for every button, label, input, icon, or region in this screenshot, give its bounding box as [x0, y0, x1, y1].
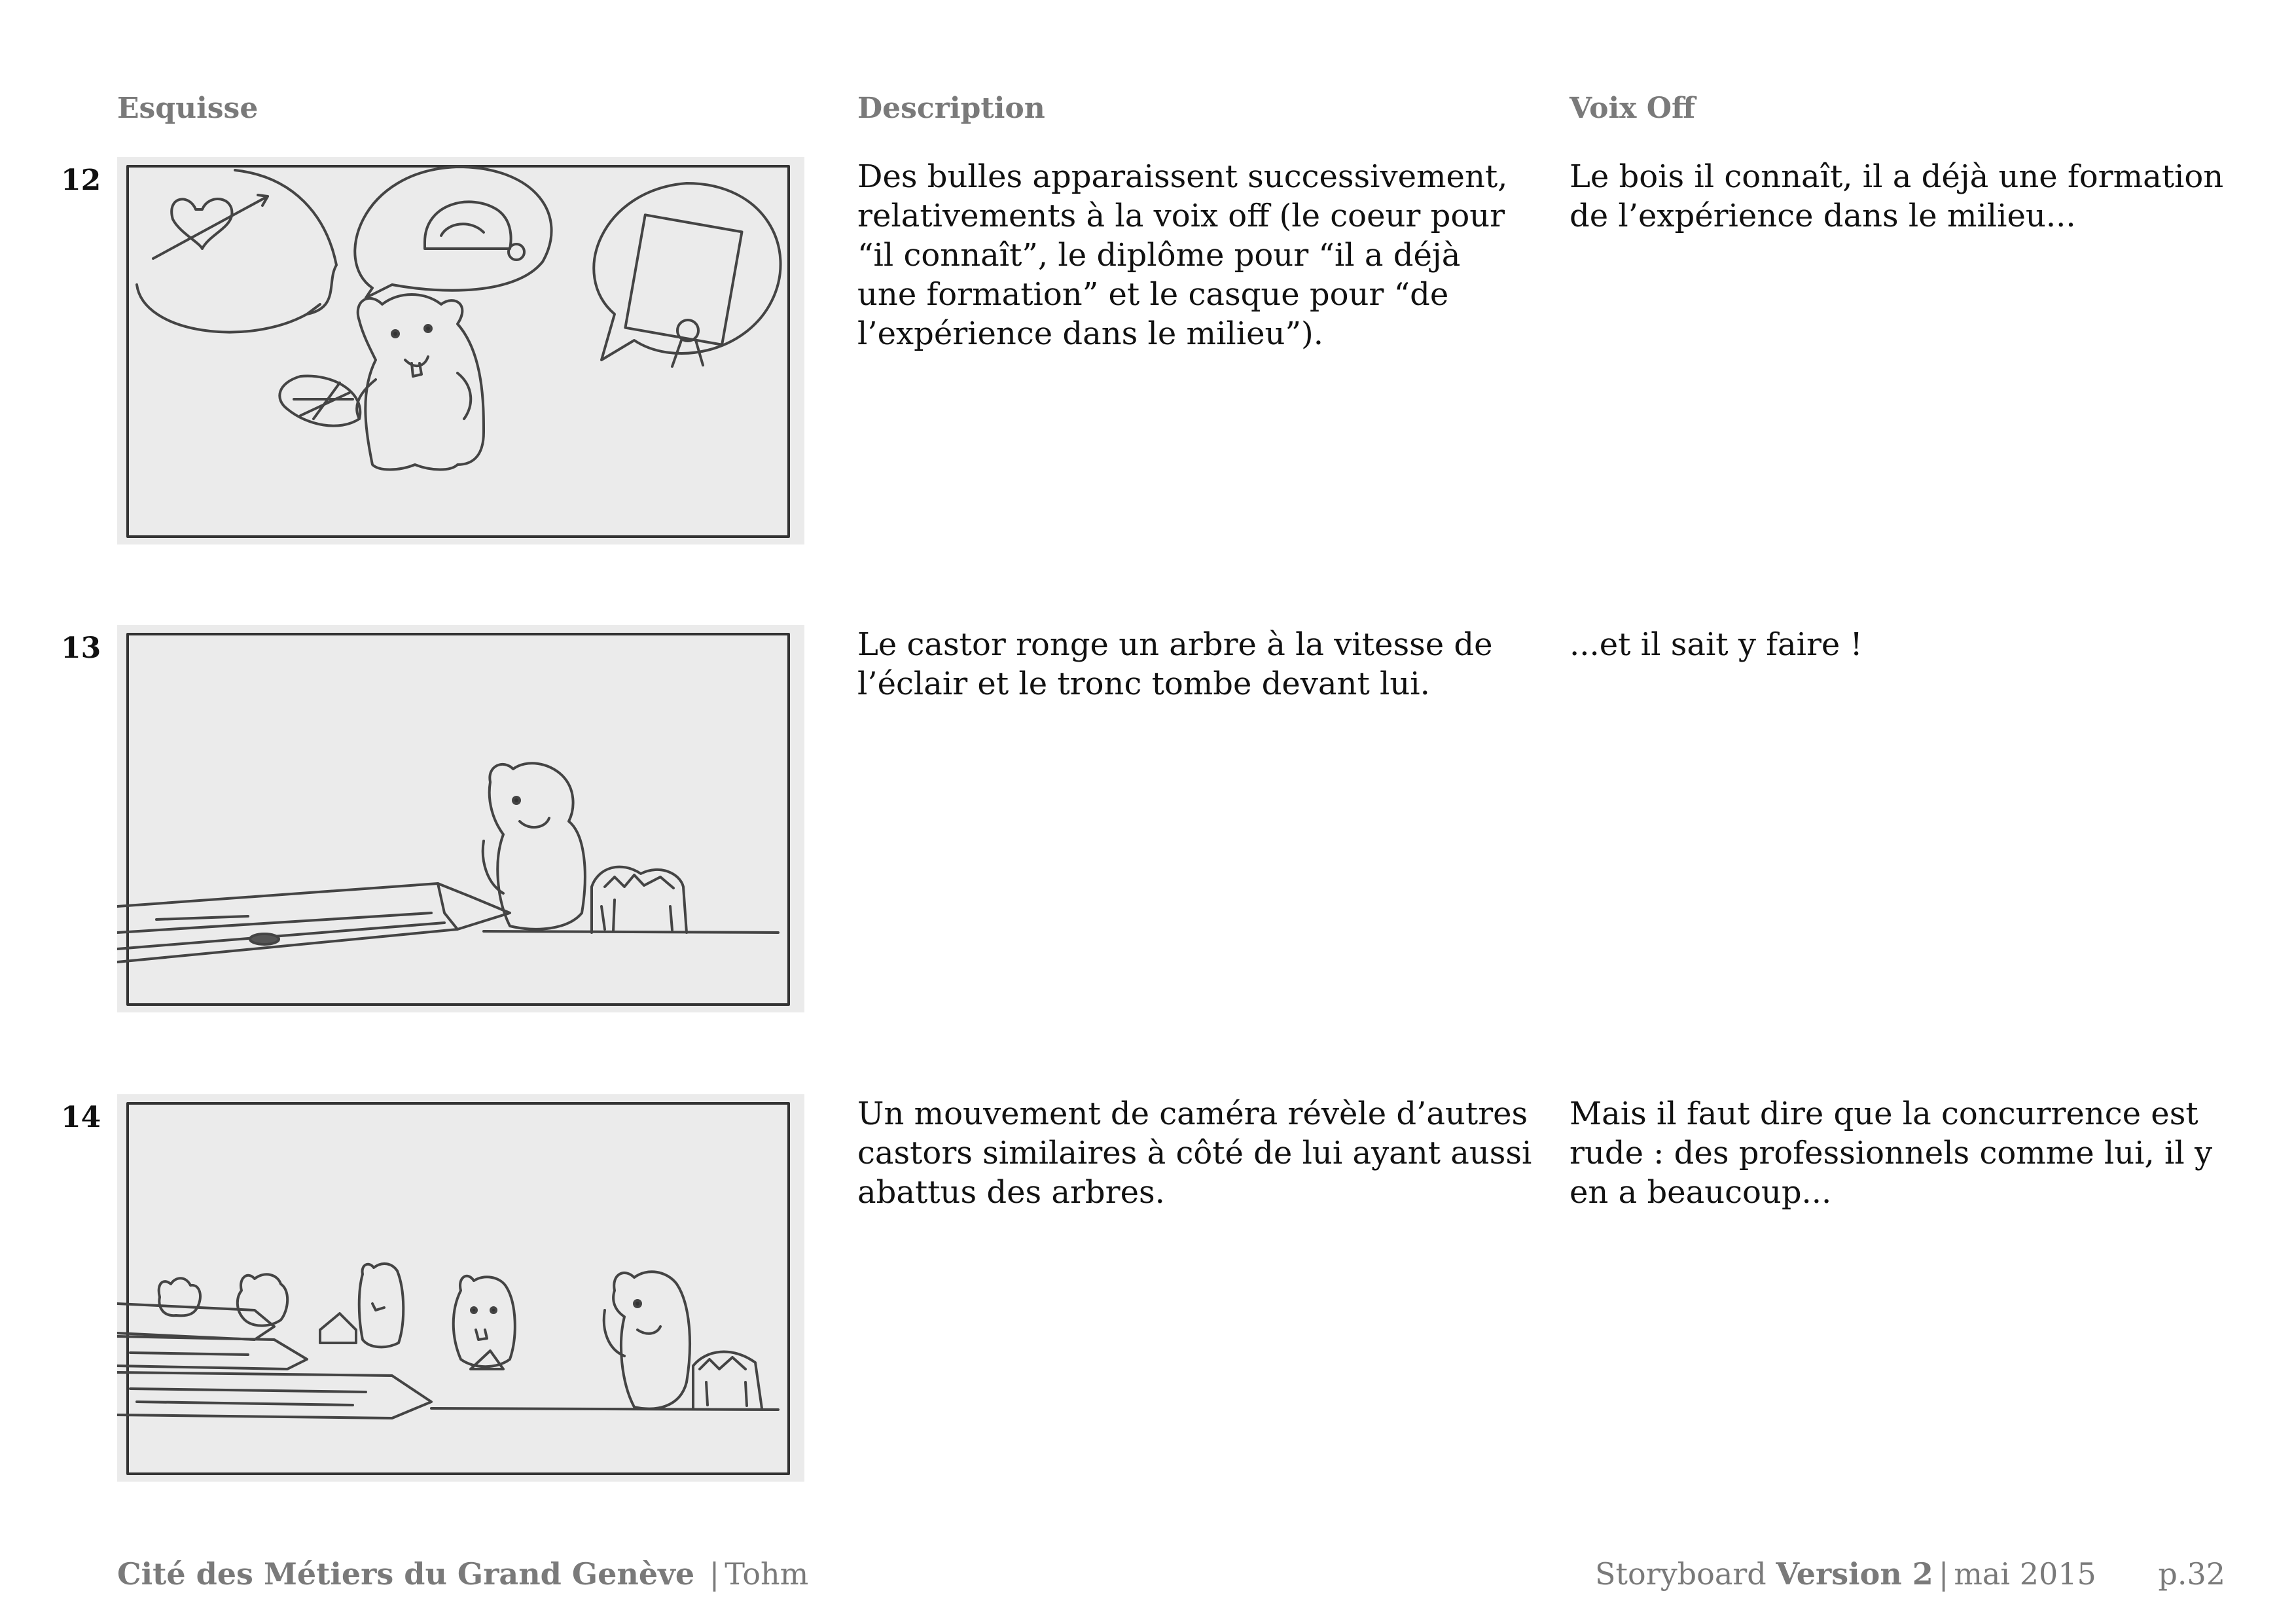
- shot-number: 14: [61, 1101, 101, 1134]
- shot-voiceover: Mais il faut dire que la concurrence est rude : des professionnels comme lui, il y en a beaucoup...: [1570, 1096, 2213, 1211]
- column-header-description: Description: [857, 92, 1045, 125]
- shot-description: Le castor ronge un arbre à la vitesse de l’éclair et le tronc tombe devant lui.: [857, 626, 1493, 702]
- footer-doc-type: Storyboard: [1595, 1556, 1767, 1592]
- sketch-panel: [117, 625, 804, 1012]
- footer-separator: |: [1938, 1556, 1949, 1592]
- shot-voiceover: Le bois il connaît, il a déjà une formation de l’expérience dans le milieu...: [1570, 158, 2224, 234]
- shot-row: [0, 1094, 2296, 1487]
- shot-voiceover: ...et il sait y faire !: [1570, 626, 1863, 663]
- shot-description: Des bulles apparaissent successivement, relativements à la voix off (le coeur pour “il connaît”, le diplôme pour “il a déjà une formation” et le casque pour “de l’expérience dans le milieu”).: [857, 158, 1508, 352]
- group-of-beavers-with-logs-icon: [117, 1094, 804, 1482]
- page-number: p.32: [2158, 1556, 2225, 1592]
- beaver-gnawing-tree-icon: [117, 625, 804, 1012]
- shot-row: [0, 625, 2296, 1018]
- footer-client: Cité des Métiers du Grand Genève: [117, 1556, 695, 1592]
- footer-right: [1595, 1556, 2225, 1592]
- footer-date: mai 2015: [1954, 1556, 2096, 1592]
- footer-separator: |: [709, 1556, 720, 1592]
- shot-description: Un mouvement de caméra révèle d’autres castors similaires à côté de lui ayant aussi abattus des arbres.: [857, 1096, 1532, 1211]
- sketch-panel: [117, 157, 804, 544]
- beaver-with-thought-bubbles-icon: [117, 157, 804, 544]
- column-header-sketch: Esquisse: [117, 92, 259, 125]
- footer-left: [117, 1556, 808, 1592]
- shot-number: 12: [61, 164, 101, 197]
- shot-row: [0, 157, 2296, 550]
- footer-version: Version 2: [1776, 1556, 1933, 1592]
- footer-agency: Tohm: [725, 1556, 809, 1592]
- column-header-voiceover: Voix Off: [1570, 92, 1696, 125]
- shot-number: 13: [61, 632, 101, 665]
- sketch-panel: [117, 1094, 804, 1482]
